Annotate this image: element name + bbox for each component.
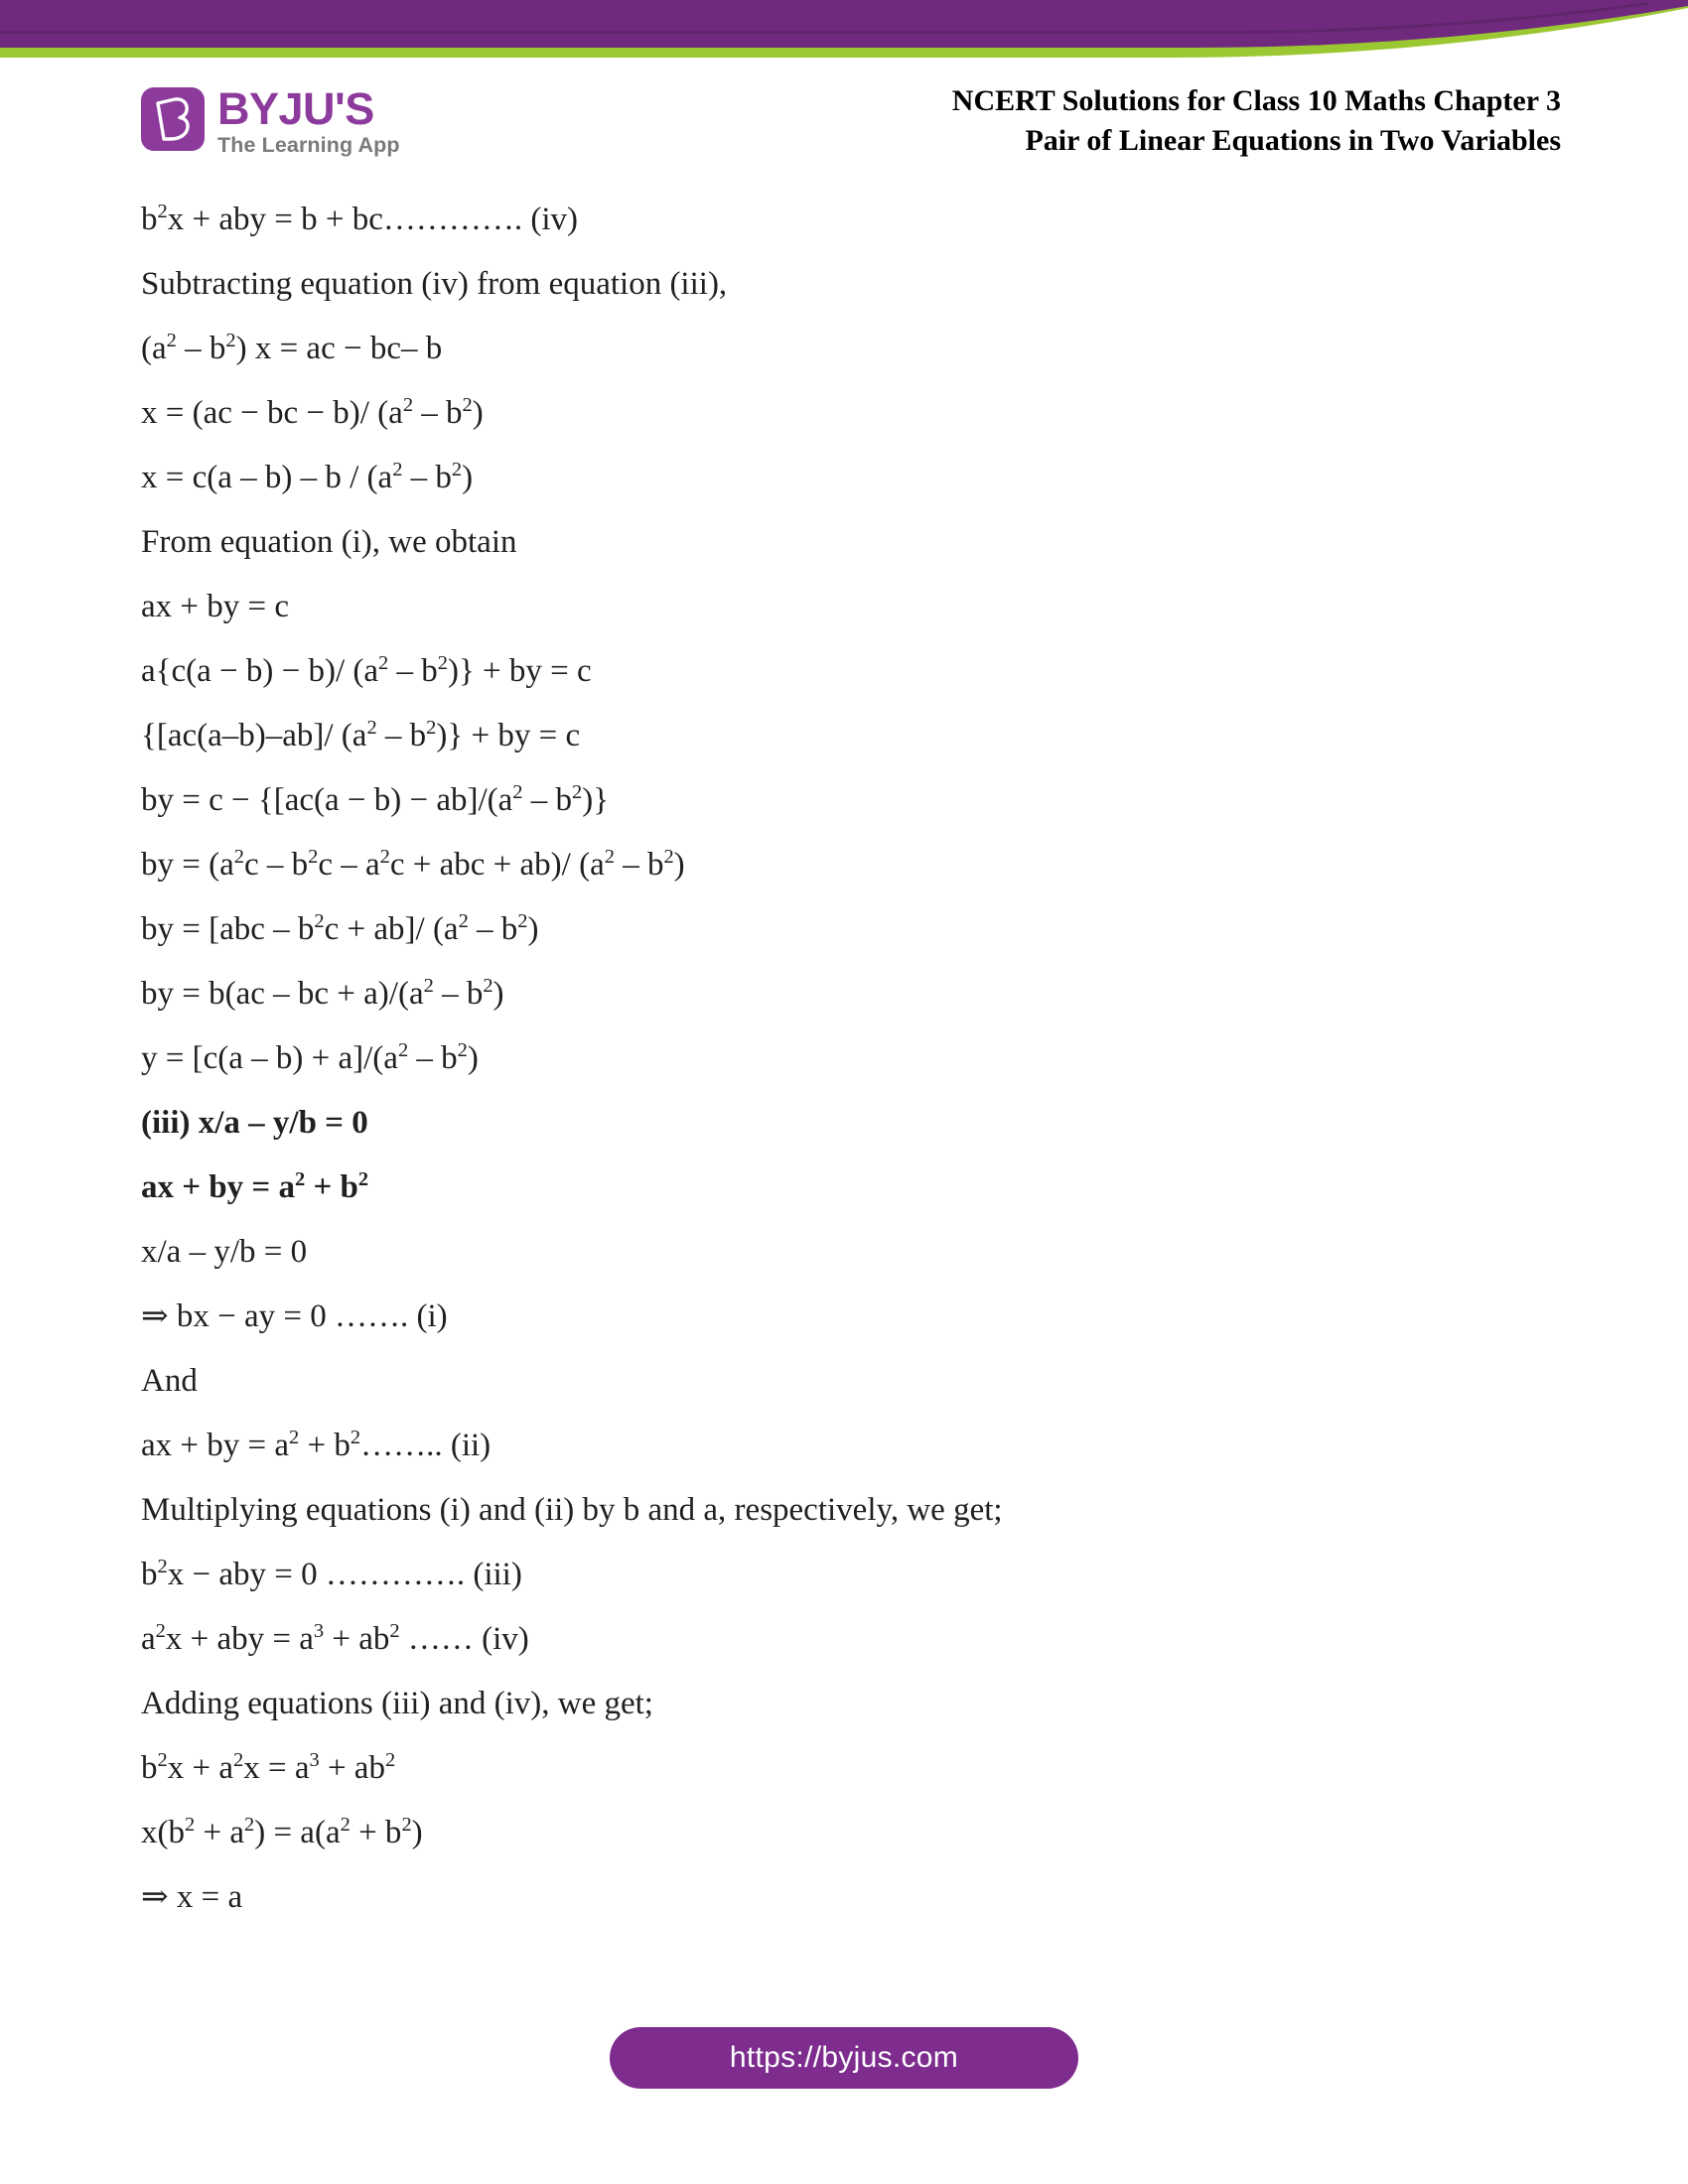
part-iii-heading: (iii) x/a – y/b = 0: [141, 1105, 368, 1141]
eq-a2b2x: $(a^2 - b^2) x$ = ac − bc– b: [141, 330, 443, 366]
byjus-logo-mark-icon: [141, 87, 205, 151]
eq-ax-by-c: ax + by = c: [141, 589, 290, 624]
solution-body: [141, 201, 1581, 1946]
byjus-wordmark: BYJU'S: [217, 83, 374, 134]
eq-iv-top: $b^2x$ + aby = b + bc…………. (iv): [141, 201, 578, 237]
eq-xa-yb: x/a – y/b = 0: [141, 1234, 308, 1270]
header-line-2: Pair of Linear Equations in Two Variables: [1025, 123, 1561, 157]
adding-note: Adding equations (iii) and (iv), we get;: [141, 1686, 653, 1721]
byjus-logo: [141, 83, 400, 158]
eq-by-factor: by = b(ac – bc + $a)/(a^2 - b^2)$: [141, 975, 504, 1012]
eq-x-frac1: x = (ac − bc − b)/ $(a^2 - b^2)$: [141, 394, 484, 431]
eq-y-result: $y = [c(a - b) + a]/(a^2 - b^2)$: [141, 1039, 479, 1076]
byjus-website-link[interactable]: https://byjus.com: [610, 2027, 1078, 2089]
eq-by-simplify: by = $[abc - b^2c + ab]/$ $(a^2 - b^2)$: [141, 910, 539, 947]
eq-sum: $b^2x + a^2x = a^3 + ab^2$: [141, 1749, 396, 1786]
eq-ii-ax-by: ax + by = $a^2$ + $b^2\dots\dots$.. (ii): [141, 1427, 492, 1463]
document-header: [952, 81, 1561, 160]
eq-iv-a2x: $a^2x$ + aby = $a^3 + ab^2$ …… (iv): [141, 1620, 529, 1657]
eq-by-isolate: by = $c - \{[ac(a - b) - ab]/(a^2 - b^2)\}$: [141, 781, 610, 818]
eq-by-expand: by = ($a^2c - b^2c - a^2c$ + abc + ab)/ $(a^2 - b^2)$: [141, 846, 685, 883]
header-line-1: NCERT Solutions for Class 10 Maths Chapter 3: [951, 84, 1561, 117]
eq-iii-b2x: $b^2x$ − aby = 0 …………. (iii): [141, 1556, 522, 1592]
eq-subst: a{c(a − b) − b)/ $(a^2 - b^2)$} + by = c: [141, 652, 592, 689]
byjus-tagline: The Learning App: [217, 133, 400, 158]
eq-x-frac2: $x = c(a - b) - b / (a^2 - b^2)$: [141, 459, 474, 495]
eq-i-bx-ay: ⇒ bx − ay = 0 ……. (i): [141, 1298, 448, 1334]
and-note: And: [141, 1363, 198, 1399]
top-decorative-banner: [0, 0, 1688, 64]
part-iii-eq2: ax + by = $a^2 + b^2$: [141, 1168, 369, 1205]
eq-expand1: {[ac(a–b)–ab]/ $(a^2 - b^2)$} + by = c: [141, 717, 581, 753]
multiplying-note: Multiplying equations (i) and (ii) by b and a, respectively, we get;: [141, 1492, 1003, 1528]
eq-x-equals-a: ⇒ x = a: [141, 1879, 243, 1915]
eq-factored: $x(b^2 + a^2) = a(a^2 + b^2)$: [141, 1814, 423, 1850]
byjus-logo-text: [217, 83, 400, 158]
subtracting-note: Subtracting equation (iv) from equation (iii),: [141, 266, 728, 302]
from-eq-i-note: From equation (i), we obtain: [141, 524, 517, 560]
